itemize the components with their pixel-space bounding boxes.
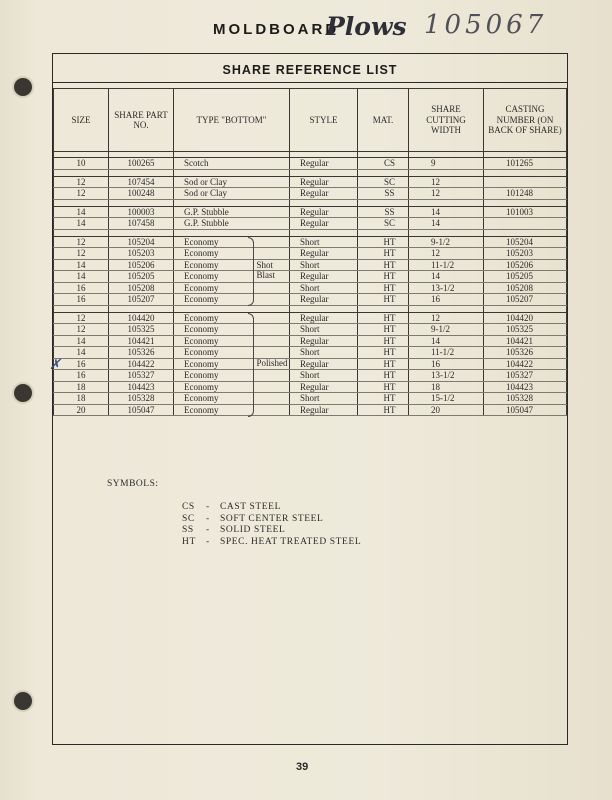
cell-type: Economy [174,271,290,283]
symbol-code: SS [182,525,194,535]
cell-casting [484,218,567,230]
cell-part-no: 105326 [109,347,174,359]
table-row [54,176,567,188]
cell-width: 12 [409,312,484,324]
symbol-code: HT [182,536,196,547]
cell-part-no: 107454 [109,176,174,188]
page-number: 39 [296,761,309,773]
cell-part-no: 105327 [109,370,174,382]
cell-width: 11-1/2 [409,259,484,271]
symbol-meaning: SOFT CENTER STEEL [220,513,324,524]
col-header-part-no: SHARE PART NO. [109,89,174,152]
cell-size: 18 [54,393,109,405]
cell-size: 14 [54,335,109,347]
cell-style: Regular [290,271,358,283]
cell-size: 14 [54,218,109,230]
cell-size: 18 [54,381,109,393]
cell-style: Short [290,393,358,405]
handwritten-number: 105067 [424,10,548,40]
cell-casting: 101248 [484,188,567,200]
cell-style: Regular [290,218,358,230]
cell-part-no: 105328 [109,393,174,405]
cell-part-no: 100248 [109,188,174,200]
cell-type: Economy [174,335,290,347]
cell-mat: SC [358,176,409,188]
table-row [54,358,567,370]
cell-casting: 105208 [484,282,567,294]
cell-mat: HT [358,404,409,416]
table-row [54,312,567,324]
cell-casting: 105325 [484,324,567,336]
cell-width: 13-1/2 [409,282,484,294]
table-row [54,188,567,200]
group-divider [54,305,567,312]
cell-casting: 105047 [484,404,567,416]
binder-hole [14,78,32,96]
cell-size: 12 [54,188,109,200]
cell-style: Regular [290,294,358,306]
bracket-label [257,260,276,280]
cell-type: Economy [174,248,290,260]
symbol-item [182,525,285,535]
table-row [54,324,567,336]
cell-size: 12 [54,176,109,188]
cell-type: Sod or Clay [174,188,290,200]
cell-part-no: 104423 [109,381,174,393]
table-header-row [54,89,567,152]
table-row [54,404,567,416]
cell-casting: 104420 [484,312,567,324]
cell-type: Sod or Clay [174,176,290,188]
cell-style: Short [290,236,358,248]
cell-mat: HT [358,248,409,260]
cell-mat: HT [358,335,409,347]
group-bracket [248,237,254,306]
group-divider [54,229,567,236]
cell-part-no: 105205 [109,271,174,283]
bracket-label-line: Polished [256,358,288,369]
table-row [54,335,567,347]
cell-part-no: 100003 [109,206,174,218]
cell-style: Regular [290,158,358,170]
cell-size: 14 [54,206,109,218]
cell-casting: 104421 [484,335,567,347]
cell-width: 16 [409,358,484,370]
cell-type: Economy [174,347,290,359]
table-row [54,218,567,230]
cell-casting: 105204 [484,236,567,248]
title-divider [52,82,568,83]
symbol-code: SC [182,513,195,524]
cell-width: 12 [409,176,484,188]
cell-type: Economy [174,236,290,248]
cell-part-no: 105206 [109,259,174,271]
group-divider [54,169,567,176]
cell-style: Regular [290,206,358,218]
handwritten-word: Plows [326,12,407,41]
table-row [54,259,567,271]
cell-part-no: 105208 [109,282,174,294]
cell-part-no: 104420 [109,312,174,324]
binder-hole [14,384,32,402]
symbol-meaning: SOLID STEEL [220,525,286,535]
cell-style: Short [290,282,358,294]
cell-type: Economy [174,358,290,370]
cell-type: Economy [174,294,290,306]
cell-mat: HT [358,294,409,306]
pencil-check-mark: ✗ [49,358,61,373]
cell-casting: 104423 [484,381,567,393]
cell-width: 9-1/2 [409,236,484,248]
cell-casting: 101265 [484,158,567,170]
binder-hole [14,692,32,710]
symbol-item [182,537,361,547]
cell-size: 16 [54,358,109,370]
cell-type: G.P. Stubble [174,218,290,230]
cell-type: Scotch [174,158,290,170]
cell-style: Regular [290,404,358,416]
cell-casting: 105205 [484,271,567,283]
table-row [54,158,567,170]
cell-style: Regular [290,176,358,188]
cell-width: 14 [409,206,484,218]
cell-width: 9 [409,158,484,170]
cell-part-no: 104422 [109,358,174,370]
cell-casting: 105327 [484,370,567,382]
group-bracket [248,313,254,417]
table-body [54,152,567,416]
share-reference-table [53,88,567,416]
cell-type: G.P. Stubble [174,206,290,218]
symbol-dash: - [206,525,210,535]
cell-type: Economy [174,370,290,382]
cell-part-no: 105203 [109,248,174,260]
symbol-item [182,502,281,512]
cell-size: 12 [54,312,109,324]
cell-size: 14 [54,271,109,283]
bracket-label-line: Blast [256,269,276,280]
cell-mat: HT [358,370,409,382]
cell-mat: HT [358,393,409,405]
table-row [54,370,567,382]
table-row [54,347,567,359]
bracket-label [257,358,288,368]
cell-size: 12 [54,324,109,336]
cell-type: Economy [174,259,290,271]
cell-style: Short [290,347,358,359]
cell-part-no: 104421 [109,335,174,347]
cell-mat: HT [358,282,409,294]
cell-width: 14 [409,218,484,230]
symbol-dash: - [206,502,210,512]
cell-width: 14 [409,271,484,283]
cell-style: Regular [290,358,358,370]
cell-mat: HT [358,236,409,248]
bracket-label-line: Shot [256,259,274,270]
cell-width: 20 [409,404,484,416]
cell-width: 16 [409,294,484,306]
cell-part-no: 105204 [109,236,174,248]
cell-size: 12 [54,236,109,248]
table-row [54,236,567,248]
cell-casting: 105326 [484,347,567,359]
cell-size: 16 [54,370,109,382]
table-row [54,248,567,260]
symbol-code: CS [182,502,195,512]
cell-style: Regular [290,335,358,347]
table-row [54,381,567,393]
col-header-type: TYPE "BOTTOM" [174,89,290,152]
cell-mat: SC [358,218,409,230]
cell-style: Regular [290,312,358,324]
col-header-casting: CASTING NUMBER (ON BACK OF SHARE) [484,89,567,152]
cell-style: Short [290,259,358,271]
cell-width: 12 [409,248,484,260]
col-header-size: SIZE [54,89,109,152]
cell-mat: HT [358,312,409,324]
cell-size: 10 [54,158,109,170]
cell-width: 11-1/2 [409,347,484,359]
cell-casting: 104422 [484,358,567,370]
symbol-meaning: CAST STEEL [220,502,281,512]
cell-mat: SS [358,188,409,200]
cell-mat: HT [358,347,409,359]
cell-type: Economy [174,312,290,324]
cell-width: 18 [409,381,484,393]
col-header-mat: MAT. [358,89,409,152]
group-divider [54,199,567,206]
col-header-width: SHARE CUTTING WIDTH [409,89,484,152]
cell-casting: 101003 [484,206,567,218]
page-header-title: MOLDBOARD [213,21,340,38]
cell-size: 12 [54,248,109,260]
cell-mat: HT [358,381,409,393]
cell-type: Economy [174,282,290,294]
symbol-dash: - [206,536,210,547]
cell-casting: 105203 [484,248,567,260]
cell-casting: 105328 [484,393,567,405]
cell-part-no: 105325 [109,324,174,336]
cell-size: 16 [54,282,109,294]
cell-mat: HT [358,324,409,336]
cell-part-no: 105207 [109,294,174,306]
table-row [54,206,567,218]
cell-part-no: 107458 [109,218,174,230]
symbol-dash: - [206,513,210,524]
cell-style: Regular [290,381,358,393]
cell-width: 14 [409,335,484,347]
cell-style: Regular [290,248,358,260]
table-title: SHARE REFERENCE LIST [222,63,398,77]
cell-casting: 105207 [484,294,567,306]
cell-mat: HT [358,358,409,370]
cell-width: 12 [409,188,484,200]
cell-casting [484,176,567,188]
symbol-meaning: SPEC. HEAT TREATED STEEL [220,536,362,547]
symbol-item [182,514,323,524]
cell-part-no: 100265 [109,158,174,170]
cell-style: Regular [290,188,358,200]
cell-type: Economy [174,324,290,336]
cell-size: 16 [54,294,109,306]
table-row [54,282,567,294]
cell-type: Economy [174,404,290,416]
table-row [54,271,567,283]
cell-width: 9-1/2 [409,324,484,336]
cell-size: 14 [54,259,109,271]
table-row [54,393,567,405]
cell-size: 14 [54,347,109,359]
cell-mat: CS [358,158,409,170]
cell-width: 15-1/2 [409,393,484,405]
cell-type: Economy [174,381,290,393]
cell-part-no: 105047 [109,404,174,416]
cell-type: Economy [174,393,290,405]
cell-mat: HT [358,271,409,283]
cell-style: Short [290,324,358,336]
cell-style: Short [290,370,358,382]
cell-mat: HT [358,259,409,271]
col-header-style: STYLE [290,89,358,152]
cell-casting: 105206 [484,259,567,271]
cell-mat: SS [358,206,409,218]
symbols-heading: SYMBOLS: [107,479,159,489]
cell-size: 20 [54,404,109,416]
table-row [54,294,567,306]
cell-width: 13-1/2 [409,370,484,382]
